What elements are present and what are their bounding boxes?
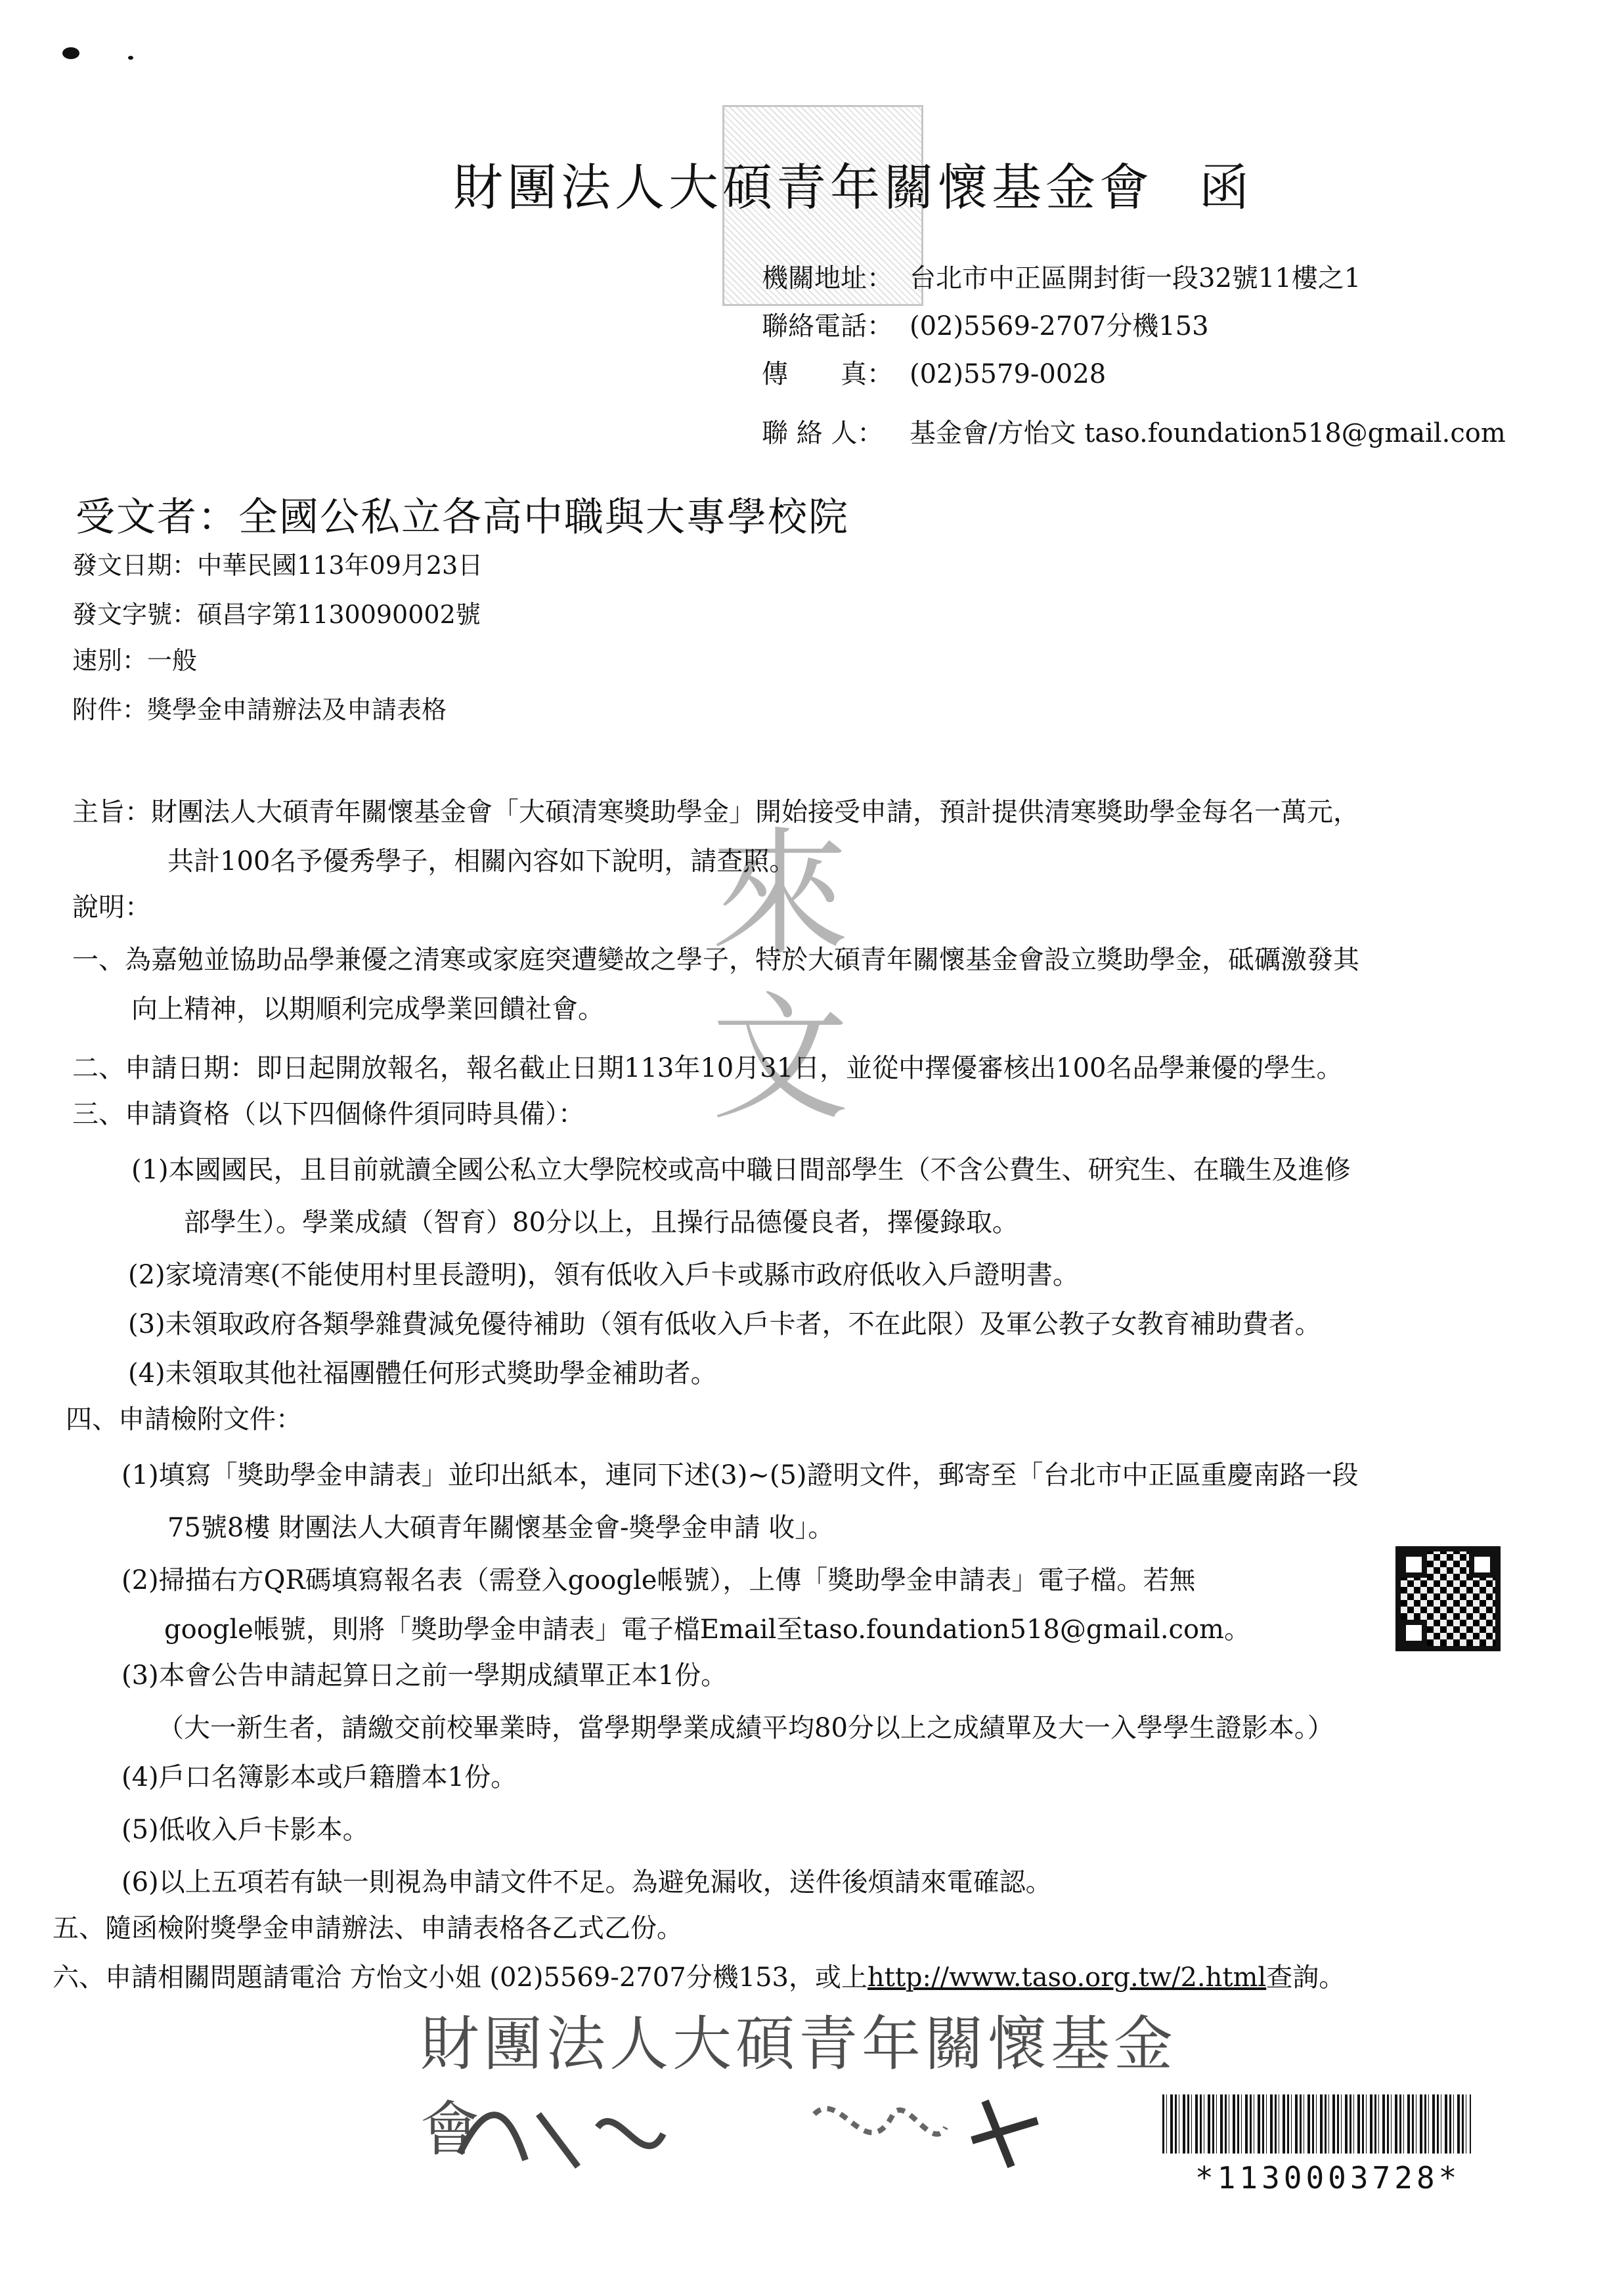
recipient: 受文者：全國公私立各高中職與大專學校院: [76, 494, 849, 540]
fax-label: 傳 真：: [762, 359, 893, 389]
address-value: 台北市中正區開封街一段32號11樓之1: [910, 263, 1361, 293]
item-4-4: (4)戶口名簿影本或戶籍謄本1份。: [121, 1762, 517, 1792]
contact-value: 基金會/方怡文 taso.foundation518@gmail.com: [910, 418, 1506, 448]
item-5: 五、隨函檢附獎學金申請辦法、申請表格各乙式乙份。: [53, 1913, 683, 1943]
item-6-suffix: 查詢。: [1266, 1962, 1346, 1993]
speed-class: 速別：一般: [72, 646, 198, 675]
phone-value: (02)5569-2707分機153: [910, 311, 1209, 341]
item-4-1-line-1: (1)填寫「獎助學金申請表」並印出紙本，連同下述(3)~(5)證明文件，郵寄至「台北市中正區重慶南路一段: [121, 1460, 1359, 1490]
org-name: 財團法人大碩青年關懷基金會: [453, 158, 1153, 217]
phone-label: 聯絡電話：: [762, 311, 893, 341]
qr-finder: [1401, 1620, 1427, 1646]
explanation-heading: 說明：: [72, 892, 151, 922]
scan-speck: [128, 56, 133, 60]
document-barcode: [1162, 2094, 1471, 2154]
subject-line-2: 共計100名予優秀學子，相關內容如下說明，請查照。: [167, 846, 796, 877]
item-3-4: (4)未領取其他社福團體任何形式獎助學金補助者。: [128, 1358, 717, 1389]
qr-finder: [1469, 1551, 1495, 1578]
item-4: 四、申請檢附文件：: [66, 1404, 302, 1435]
attachment-line: 附件：獎學金申請辦法及申請表格: [72, 695, 447, 724]
barcode-number: *1130003728*: [1195, 2160, 1461, 2196]
fax-value: (02)5579-0028: [910, 359, 1107, 389]
item-1-line-2: 向上精神，以期順利完成學業回饋社會。: [131, 994, 604, 1024]
address-label: 機關地址：: [762, 263, 893, 293]
issue-date: 發文日期：中華民國113年09月23日: [72, 551, 483, 580]
item-6: [53, 1957, 1345, 1994]
document-number: 發文字號：碩昌字第1130090002號: [72, 600, 481, 629]
received-stamp-text: 來文: [688, 821, 849, 1149]
item-3-3: (3)未領取政府各類學雜費減免優待補助（領有低收入戶卡者，不在此限）及軍公教子女教育補助費者。: [128, 1309, 1321, 1339]
item-3-2: (2)家境清寒(不能使用村里長證明)，領有低收入戶卡或縣市政府低收入戶證明書。: [128, 1260, 1079, 1290]
contact-line: [762, 412, 1506, 450]
letter-title: [453, 148, 1253, 219]
organization-seal: 財團法人大碩青年關懷基金會: [420, 2010, 1177, 2164]
item-2: 二、申請日期：即日起開放報名，報名截止日期113年10月31日，並從中擇優審核出100名品學兼優的學生。: [72, 1053, 1343, 1083]
qr-finder: [1401, 1551, 1427, 1578]
item-4-5: (5)低收入戶卡影本。: [121, 1815, 369, 1845]
application-qr-code[interactable]: [1395, 1546, 1501, 1651]
contact-label: 聯 絡 人：: [762, 418, 884, 448]
address-line: [762, 257, 1361, 295]
item-3-1-line-2: 部學生）。學業成績（智育）80分以上，且操行品德優良者，擇優錄取。: [184, 1207, 1019, 1238]
scan-speck: [62, 47, 79, 59]
fax-line: [762, 353, 1106, 391]
chairman-signature: [447, 2075, 1103, 2180]
item-4-3: (3)本會公告申請起算日之前一學期成績單正本1份。: [121, 1660, 728, 1691]
item-1-line-1: 一、為嘉勉並協助品學兼優之清寒或家庭突遭變故之學子，特於大碩青年關懷基金會設立獎助學金，砥礪激發其: [72, 945, 1359, 975]
item-6-text: 六、申請相關問題請電洽 方怡文小姐 (02)5569-2707分機153，或上: [53, 1962, 867, 1993]
item-4-1-line-2: 75號8樓 財團法人大碩青年關懷基金會-獎學金申請 收」。: [167, 1513, 835, 1543]
item-4-6: (6)以上五項若有缺一則視為申請文件不足。為避免漏收，送件後煩請來電確認。: [121, 1867, 1052, 1897]
letter-kind: 函: [1199, 158, 1253, 217]
phone-line: [762, 305, 1209, 343]
subject-line-1: 主旨：財團法人大碩青年關懷基金會「大碩清寒獎助學金」開始接受申請，預計提供清寒獎助學金每名一萬元，: [72, 797, 1359, 827]
item-3: 三、申請資格（以下四個條件須同時具備）：: [72, 1099, 584, 1129]
item-4-2-line-2: google帳號，則將「獎助學金申請表」電子檔Email至taso.foundation518@gmail.com。: [164, 1614, 1250, 1645]
item-4-3-note: （大一新生者，請繳交前校畢業時，當學期學業成績平均80分以上之成績單及大一入學學生證影本。）: [158, 1713, 1334, 1743]
item-3-1-line-1: (1)本國國民，且目前就讀全國公私立大學院校或高中職日間部學生（不含公費生、研究生、在職生及進修: [131, 1155, 1351, 1185]
website-link[interactable]: http://www.taso.org.tw/2.html: [867, 1962, 1267, 1993]
item-4-2-line-1: (2)掃描右方QR碼填寫報名表（需登入google帳號），上傳「獎助學金申請表」電子檔。若無: [121, 1565, 1196, 1595]
